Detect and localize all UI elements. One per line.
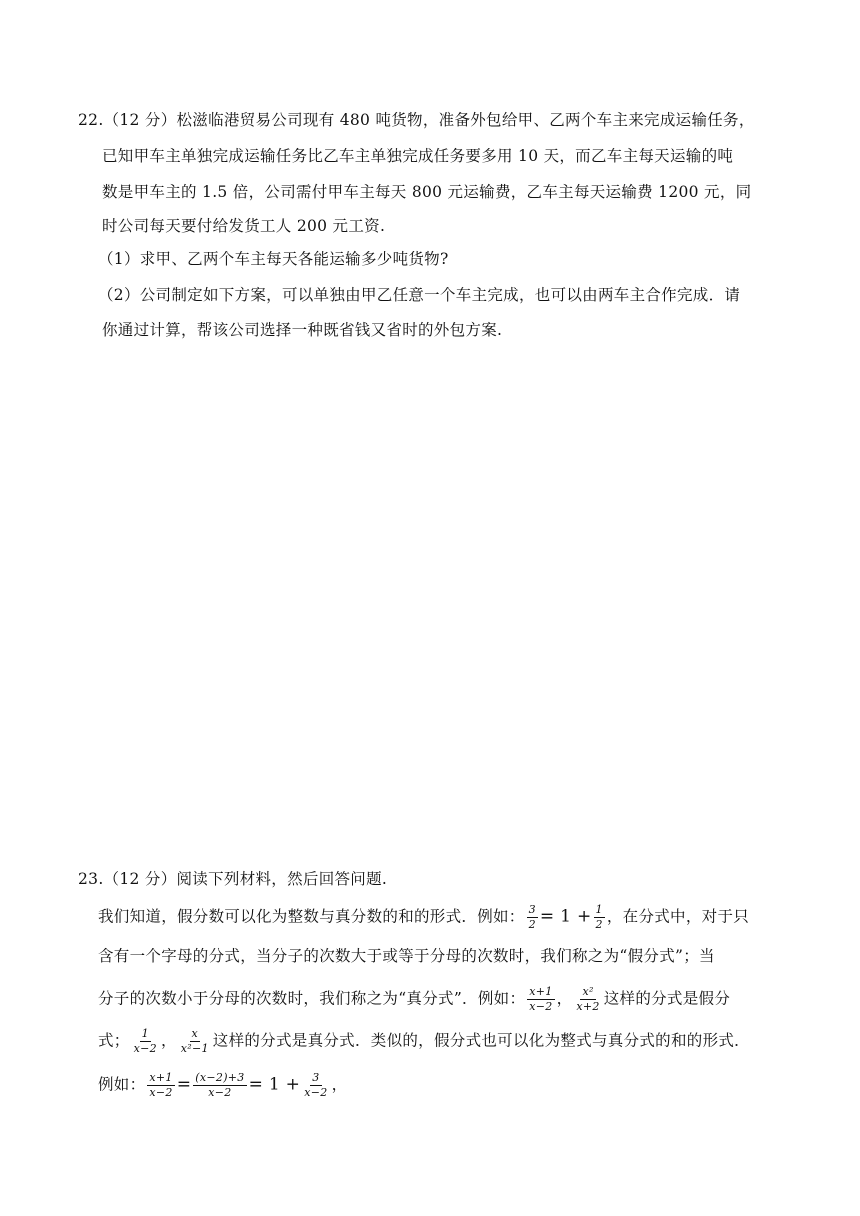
fraction-denominator: x−2 <box>208 1086 232 1099</box>
fraction-numerator: 3 <box>528 903 536 916</box>
fraction-denominator: 2 <box>595 918 603 931</box>
fraction-numerator: x+1 <box>529 985 553 998</box>
fraction-three-halves <box>527 904 538 931</box>
fraction-numerator: 1 <box>595 903 603 916</box>
fraction-denominator: x+2 <box>576 1000 600 1013</box>
fraction-x-squared-over-x-plus-2 <box>574 986 601 1013</box>
q23-line-3 <box>98 986 730 1013</box>
q22-part-2-line-1: （2）公司制定如下方案，可以单独由甲乙任意一个车主完成，也可以由两车主合作完成．请 <box>98 286 741 304</box>
q22-line-4: 时公司每天要付给发货工人 200 元工资. <box>102 217 386 235</box>
fraction-x-plus-1-over-x-minus-2 <box>527 986 554 1013</box>
fraction-numerator: x <box>191 1027 199 1040</box>
q23-l4-text: 式； <box>98 1031 130 1050</box>
q22-line-2: 已知甲车主单独完成运输任务比乙车主单独完成任务要多用 10 天，而乙车主每天运输的吨 <box>102 147 734 165</box>
fraction-x-plus-1-over-x-minus-2 <box>147 1072 174 1099</box>
fraction-one-half <box>594 904 605 931</box>
q23-line-4 <box>98 1028 750 1055</box>
q23-line-2: 含有一个字母的分式，当分子的次数大于或等于分母的次数时，我们称之为“假分式”；当 <box>98 947 715 965</box>
separator: ， <box>556 989 573 1008</box>
q22-part-1: （1）求甲、乙两个车主每天各能运输多少吨货物? <box>98 250 449 268</box>
q23-l1-text: 我们知道，假分数可以化为整数与真分数的和的形式．例如： <box>98 907 525 926</box>
fraction-denominator: x−2 <box>304 1086 328 1099</box>
fraction-numerator: (x−2)+3 <box>195 1071 245 1084</box>
separator: ， <box>160 1031 177 1050</box>
q22-line-3: 数是甲车主的 1.5 倍，公司需付甲车主每天 800 元运输费，乙车主每天运输费 1200 元，同 <box>102 183 752 201</box>
q23-l3-text-post: 这样的分式是假分 <box>603 989 731 1008</box>
fraction-denominator: x²−1 <box>180 1042 209 1055</box>
fraction-denominator: 2 <box>528 918 536 931</box>
equals-one-plus: = 1 + <box>539 906 592 927</box>
q23-l5-text: 例如： <box>98 1075 146 1094</box>
q23-line-5 <box>98 1072 347 1099</box>
fraction-x-over-x-squared-minus-1 <box>179 1028 211 1055</box>
fraction-numerator: 3 <box>312 1071 320 1084</box>
fraction-denominator: x−2 <box>133 1042 157 1055</box>
q23-l3-text: 分子的次数小于分母的次数时，我们称之为“真分式”．例如： <box>98 989 526 1008</box>
q23-header: 23.（12 分）阅读下列材料，然后回答问题. <box>78 870 388 888</box>
q23-line-1 <box>98 904 749 931</box>
q22-part-2-line-2: 你通过计算，帮该公司选择一种既省钱又省时的外包方案. <box>102 321 503 339</box>
fraction-numerator: 1 <box>141 1027 149 1040</box>
q23-l4-text-post: 这样的分式是真分式．类似的，假分式也可以化为整式与真分式的和的形式． <box>212 1031 750 1050</box>
equals-one-plus: = 1 + <box>248 1074 301 1095</box>
q22-line-1: 22.（12 分）松滋临港贸易公司现有 480 吨货物，准备外包给甲、乙两个车主来完成运输任务， <box>78 111 755 129</box>
fraction-numerator: x+1 <box>149 1071 173 1084</box>
q23-l1-text-post: ，在分式中，对于只 <box>606 907 750 926</box>
fraction-denominator: x−2 <box>529 1000 553 1013</box>
fraction-denominator: x−2 <box>149 1086 173 1099</box>
q23-l5-text-post: ， <box>331 1075 348 1094</box>
fraction-numerator: x² <box>582 985 594 998</box>
equals-sign: = <box>176 1074 192 1095</box>
fraction-3-over-x-minus-2 <box>302 1072 329 1099</box>
fraction-1-over-x-minus-2 <box>132 1028 159 1055</box>
fraction-rewritten <box>193 1072 246 1099</box>
